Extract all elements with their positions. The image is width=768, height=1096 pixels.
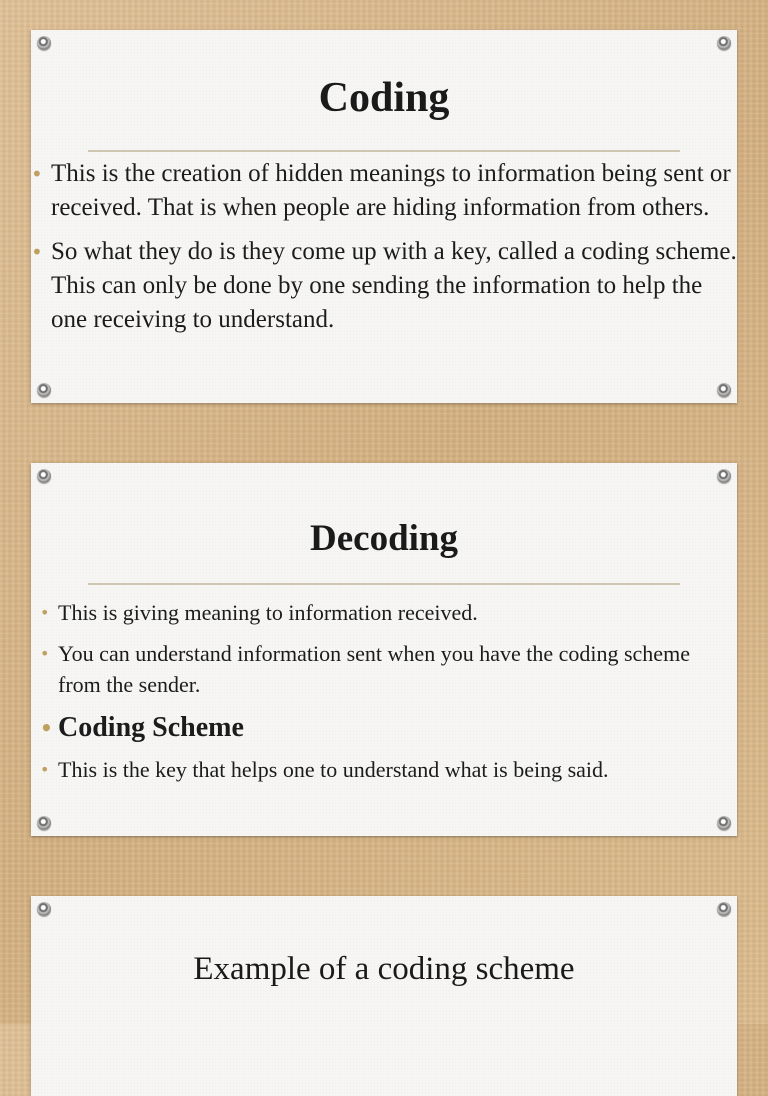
bullet-icon: • [31, 162, 43, 186]
bullet-text: This is giving meaning to information received. [58, 600, 478, 625]
subheading-item [31, 710, 737, 746]
slide-coding [31, 30, 737, 403]
pushpin-icon [717, 469, 731, 483]
bullet-list [31, 597, 737, 795]
pushpin-icon [717, 816, 731, 830]
pushpin-icon [717, 383, 731, 397]
bullet-text: This is the creation of hidden meanings to information being sent or received. That is when people are hiding information from others. [51, 160, 731, 221]
list-item [31, 157, 737, 225]
bullet-icon: • [40, 603, 50, 622]
pushpin-icon [717, 36, 731, 50]
title-divider [88, 150, 680, 152]
pushpin-icon [37, 816, 51, 830]
list-item [31, 235, 737, 337]
list-item [31, 638, 737, 700]
bullet-text: This is the key that helps one to understand what is being said. [58, 757, 609, 782]
title-divider [88, 583, 680, 585]
bullet-icon: • [40, 760, 50, 779]
pushpin-icon [37, 36, 51, 50]
slide-example [31, 896, 737, 1096]
subheading-text: Coding Scheme [58, 712, 244, 743]
list-item [31, 597, 737, 628]
slide-title: Coding [318, 75, 450, 121]
bullet-icon: • [40, 644, 50, 663]
pushpin-icon [37, 902, 51, 916]
slide-title: Example of a coding scheme [193, 951, 575, 987]
slide-title: Decoding [310, 518, 458, 559]
bullet-text: You can understand information sent when you have the coding scheme from the sender. [58, 641, 690, 697]
pushpin-icon [717, 902, 731, 916]
list-item [31, 754, 737, 785]
bullet-text: So what they do is they come up with a key, called a coding scheme. This can only be done by one sending the information to help the one receiving to understand. [51, 238, 737, 333]
bullet-icon: • [40, 716, 53, 740]
bullet-icon: • [31, 240, 43, 264]
slide-decoding [31, 463, 737, 836]
bullet-list [31, 157, 737, 347]
pushpin-icon [37, 383, 51, 397]
pushpin-icon [37, 469, 51, 483]
